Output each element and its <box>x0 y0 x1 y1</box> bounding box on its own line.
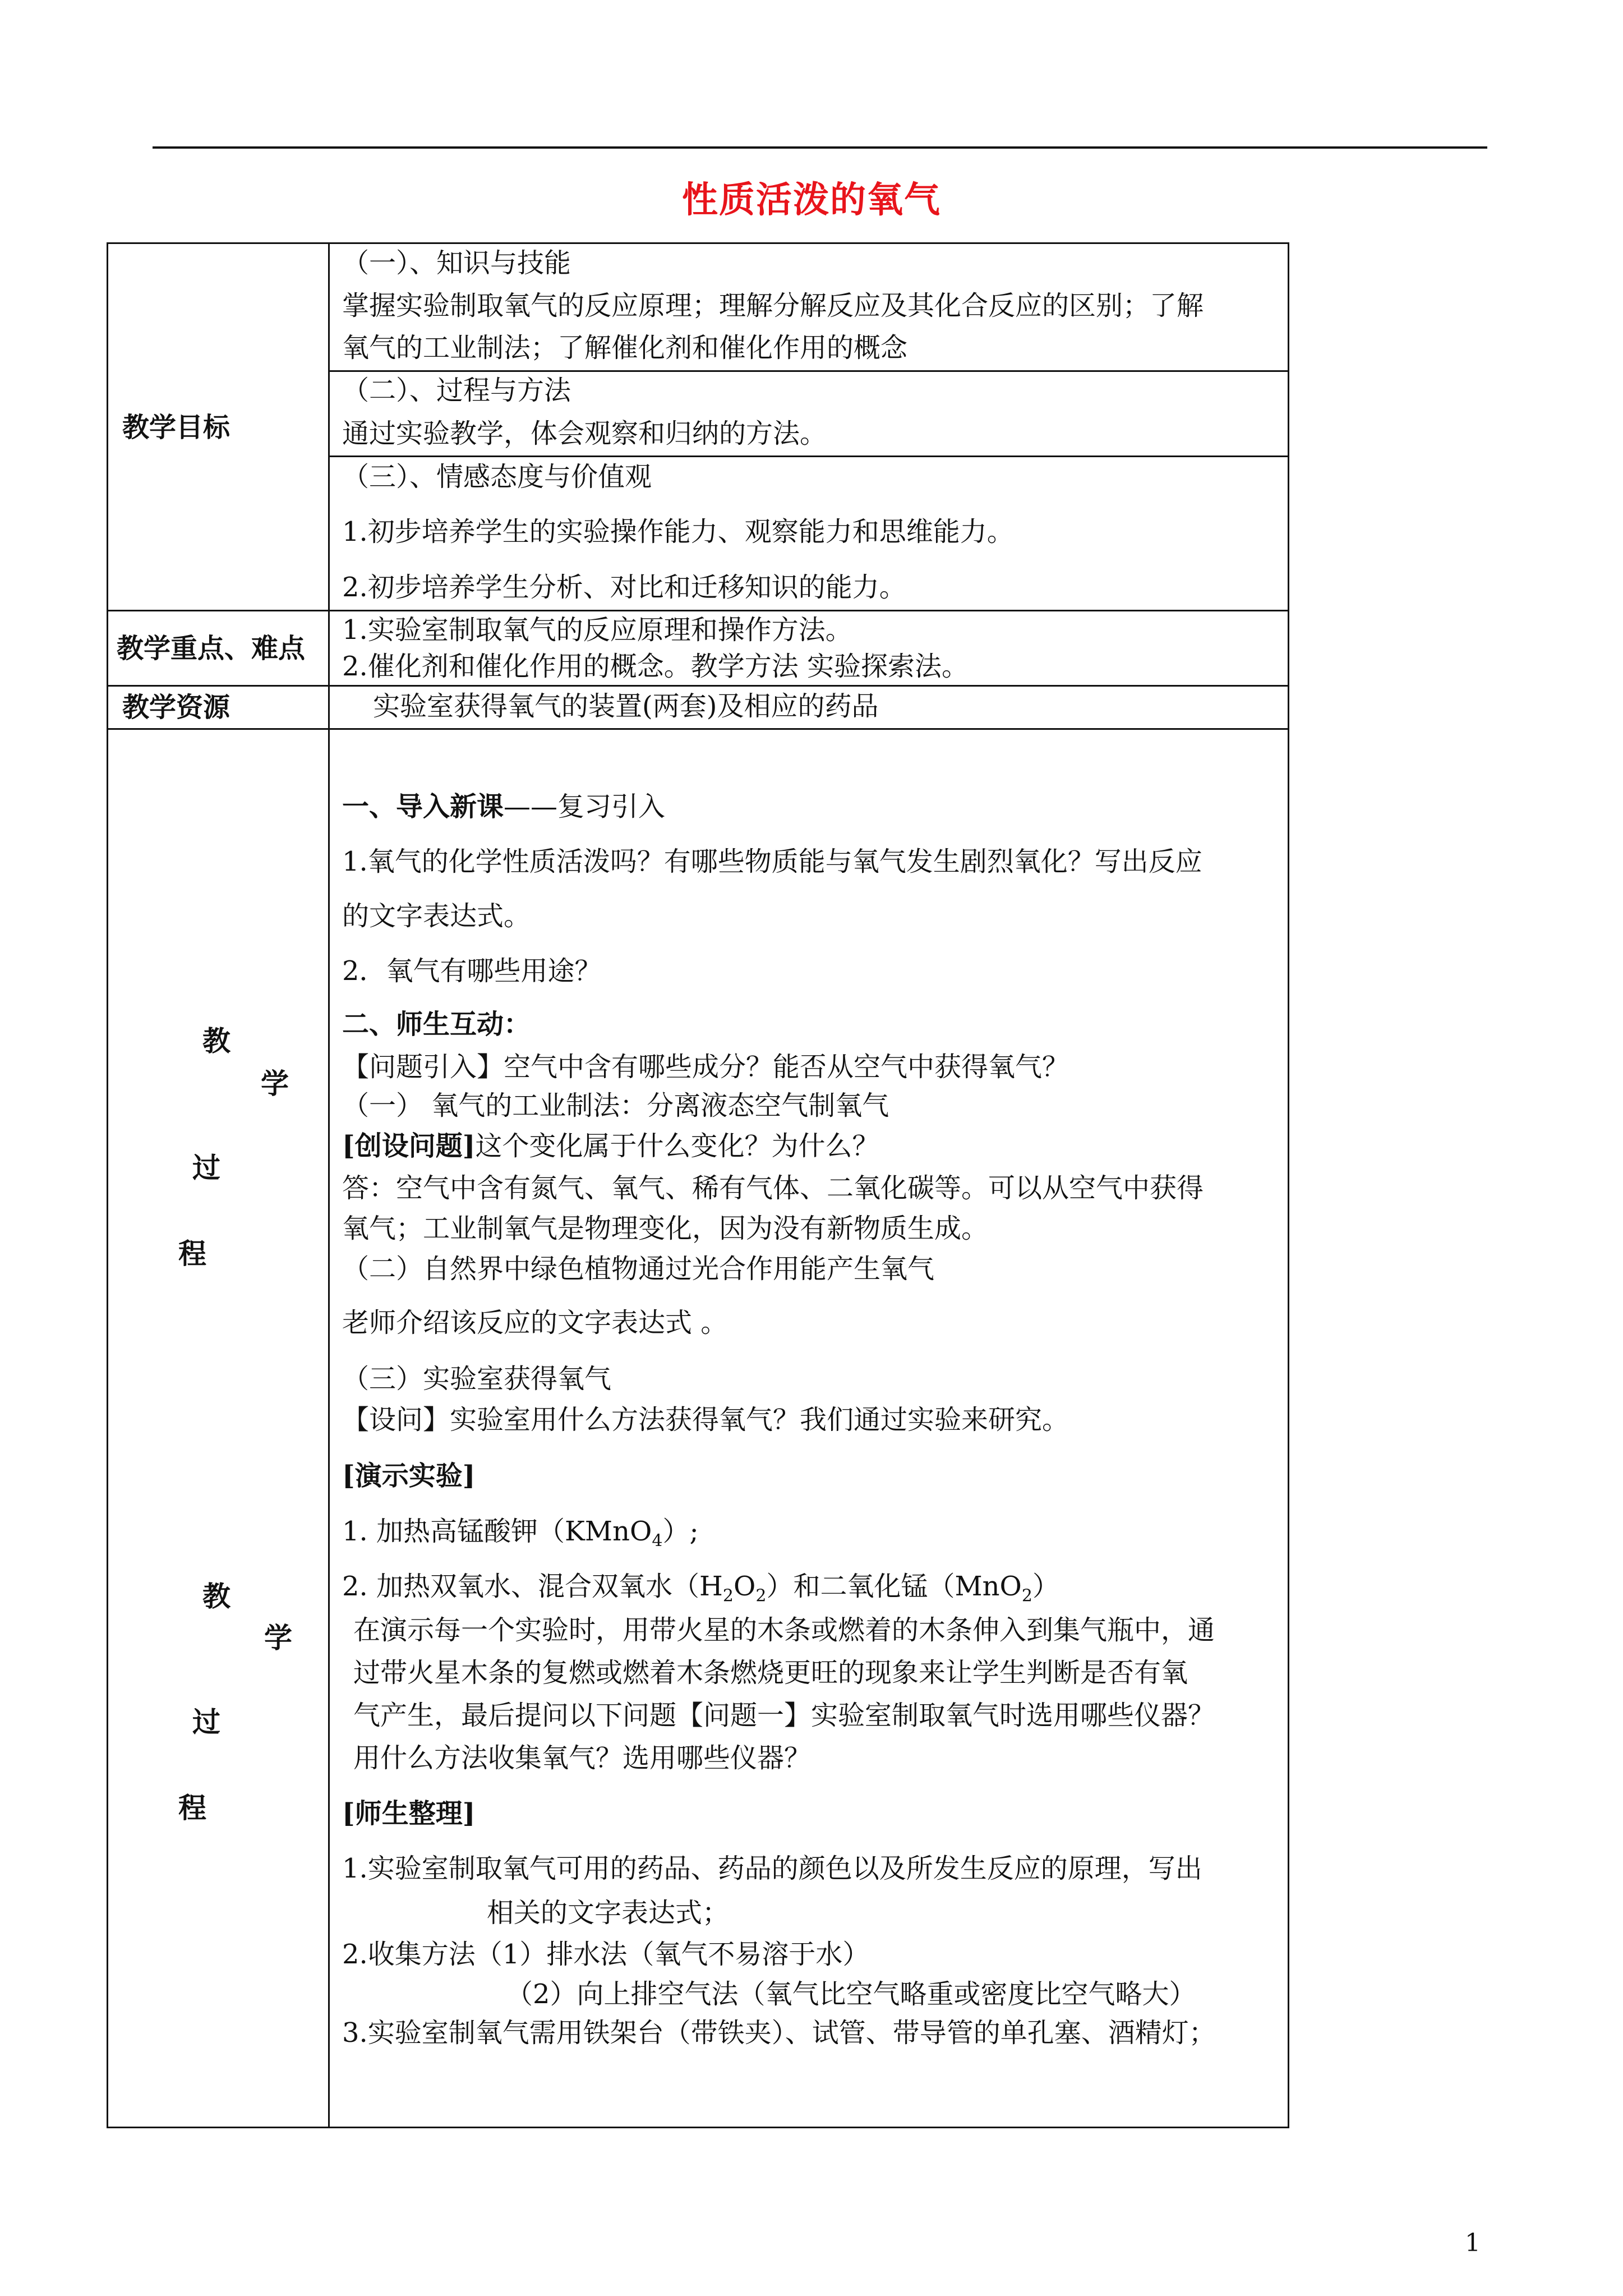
demo-item-2-text: ）和二氧化锰（MnO <box>766 1571 1022 1602</box>
create-question-text: 这个变化属于什么变化？为什么？ <box>475 1130 879 1162</box>
table-top-border <box>107 242 1289 244</box>
demo-item-2-sub: 2 <box>1021 1586 1032 1606</box>
process-text: 过带火星木条的复燃或燃着木条燃烧更旺的现象来让学生判断是否有氧 <box>353 1657 1188 1688</box>
demo-item-2 <box>342 1571 1059 1612</box>
demo-item-2-text: ） <box>1032 1571 1059 1602</box>
objective-knowledge-title: （一）、知识与技能 <box>342 247 571 279</box>
row-divider <box>107 685 1289 687</box>
demo-item-1-end: ）; <box>662 1516 699 1547</box>
process-text: 在演示每一个实验时，用带火星的木条或燃着的木条伸入到集气瓶中，通 <box>353 1614 1215 1646</box>
table-bottom-border <box>107 2127 1289 2128</box>
interaction-heading: 二、师生互动： <box>342 1009 531 1040</box>
demo-item-1-sub: 4 <box>652 1531 663 1551</box>
key-point-text: 2.催化剂和催化作用的概念。教学方法 实验探索法。 <box>342 651 969 682</box>
process-text: （三）实验室获得氧气 <box>342 1363 612 1395</box>
intro-heading <box>342 791 665 822</box>
demo-item-1 <box>342 1516 699 1557</box>
demo-item-2-text: 2. 加热双氧水、混合双氧水（H <box>342 1571 723 1602</box>
table-left-border <box>107 242 108 2128</box>
table-column-divider <box>328 242 330 2128</box>
summary-heading: [师生整理] <box>342 1798 476 1829</box>
process-text: 的文字表达式。 <box>342 900 531 932</box>
create-question-tag: [创设问题] <box>342 1130 476 1162</box>
demo-item-2-sub: 2 <box>722 1586 734 1606</box>
objectives-subrow-divider <box>328 455 1289 457</box>
demo-item-2-sub: 2 <box>755 1586 767 1606</box>
create-question <box>342 1130 879 1162</box>
intro-heading-rest: ——复习引入 <box>504 791 666 822</box>
process-text: （一） 氧气的工业制法：分离液态空气制氧气 <box>342 1090 889 1121</box>
process-label-char: 学 <box>261 1068 289 1100</box>
objective-attitude-text: 1.初步培养学生的实验操作能力、观察能力和思维能力。 <box>342 516 1014 547</box>
objectives-label: 教学目标 <box>122 412 230 443</box>
process-text: 老师介绍该反应的文字表达式 。 <box>342 1307 728 1338</box>
objective-knowledge-text: 掌握实验制取氧气的反应原理；理解分解反应及其化合反应的区别；了解 <box>342 290 1204 321</box>
process-text: 1.氧气的化学性质活泼吗？有哪些物质能与氧气发生剧烈氧化？写出反应 <box>342 846 1202 877</box>
process-text: 【问题引入】空气中含有哪些成分？能否从空气中获得氧气？ <box>342 1051 1069 1083</box>
process-label-char: 程 <box>178 1237 206 1270</box>
process-text: 【设问】实验室用什么方法获得氧气？我们通过实验来研究。 <box>342 1404 1069 1435</box>
objective-process-text: 通过实验教学，体会观察和归纳的方法。 <box>342 418 827 449</box>
page-title: 性质活泼的氧气 <box>682 180 941 221</box>
process-text: （2）向上排空气法（氧气比空气略重或密度比空气略大） <box>506 1978 1196 2010</box>
process-text: 答：空气中含有氮气、氧气、稀有气体、二氧化碳等。可以从空气中获得 <box>342 1172 1204 1204</box>
process-label-char: 教 <box>202 1025 230 1057</box>
process-text: 相关的文字表达式； <box>487 1897 730 1929</box>
objective-attitude-title: （三）、情感态度与价值观 <box>342 461 652 493</box>
demo-item-1-text: 1. 加热高锰酸钾（KMnO <box>342 1516 652 1547</box>
demo-heading: [演示实验] <box>342 1460 476 1492</box>
key-points-label: 教学重点、难点 <box>117 633 306 664</box>
row-divider <box>107 728 1289 730</box>
objective-process-title: （二）、过程与方法 <box>342 375 571 406</box>
process-text: 1.实验室制取氧气可用的药品、药品的颜色以及所发生反应的原理，写出 <box>342 1853 1202 1884</box>
page-number: 1 <box>1465 2229 1481 2257</box>
intro-heading-bold: 一、导入新课 <box>342 791 504 822</box>
process-label-char: 学 <box>264 1622 292 1654</box>
row-divider <box>107 610 1289 611</box>
table-right-border <box>1288 242 1289 2128</box>
process-text: 氧气；工业制氧气是物理变化，因为没有新物质生成。 <box>342 1213 989 1244</box>
resources-text: 实验室获得氧气的装置(两套)及相应的药品 <box>373 691 879 722</box>
process-label-char: 过 <box>192 1152 220 1184</box>
process-text: 2.收集方法（1）排水法（氧气不易溶于水） <box>342 1939 870 1970</box>
objective-knowledge-text: 氧气的工业制法；了解催化剂和催化作用的概念 <box>342 332 908 364</box>
demo-item-2-text: O <box>734 1571 756 1602</box>
process-label-char: 过 <box>192 1706 220 1738</box>
process-text: 气产生，最后提问以下问题【问题一】实验室制取氧气时选用哪些仪器？ <box>353 1700 1215 1731</box>
key-point-text: 1.实验室制取氧气的反应原理和操作方法。 <box>342 614 852 646</box>
process-text: 3.实验室制氧气需用铁架台（带铁夹）、试管、带导管的单孔塞、酒精灯； <box>342 2017 1216 2049</box>
process-text: 用什么方法收集氧气？选用哪些仪器？ <box>353 1742 811 1774</box>
objective-attitude-text: 2.初步培养学生分析、对比和迁移知识的能力。 <box>342 572 906 603</box>
process-text: （二）自然界中绿色植物通过光合作用能产生氧气 <box>342 1253 935 1285</box>
objectives-subrow-divider <box>328 370 1289 372</box>
process-text: 2．氧气有哪些用途？ <box>342 955 602 987</box>
process-label-char: 教 <box>202 1580 230 1613</box>
resources-label: 教学资源 <box>122 692 230 723</box>
process-label-char: 程 <box>178 1792 206 1824</box>
